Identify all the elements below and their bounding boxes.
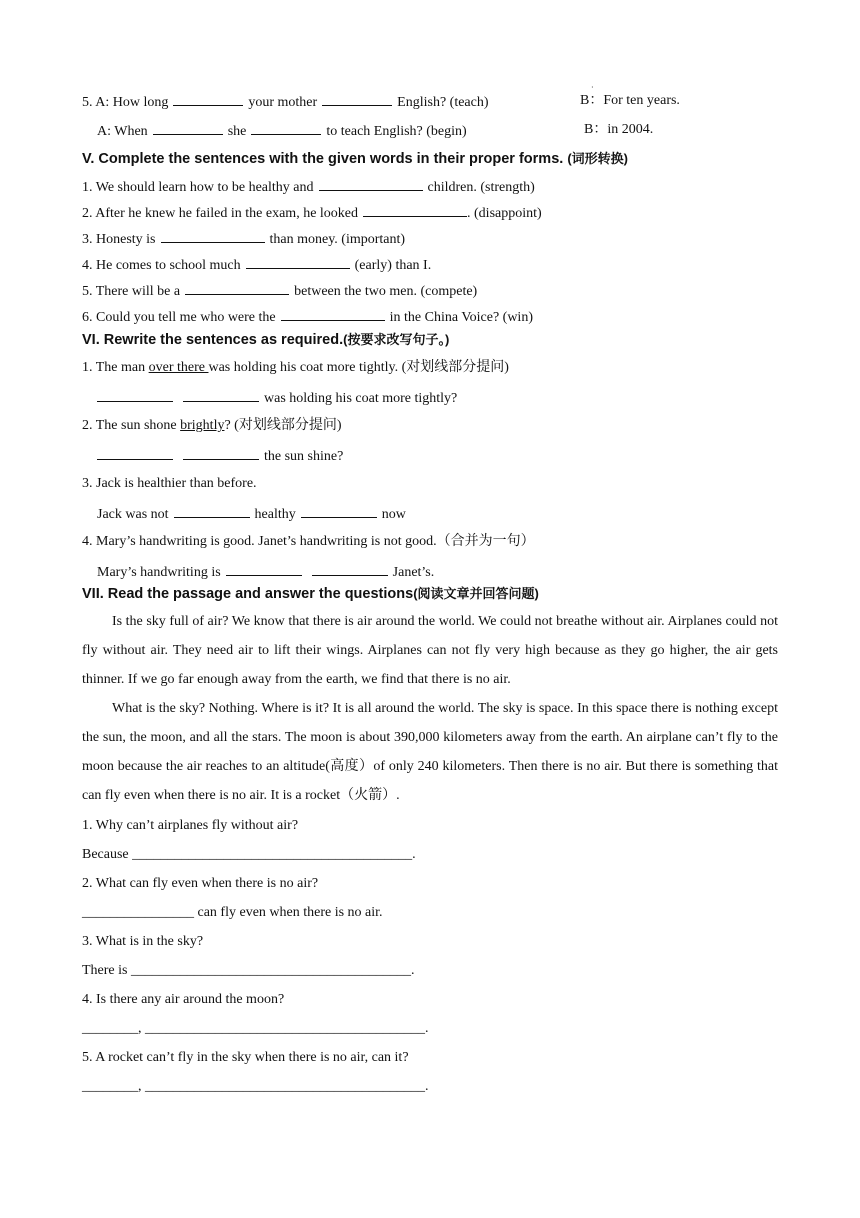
answer-blank[interactable] — [322, 92, 392, 106]
s6-q4: 4. Mary’s handwriting is good. Janet’s handwriting is not good.（合并为一句） — [82, 534, 535, 549]
s5-item-4-post: (early) than I. — [354, 258, 432, 273]
dialogue-1-end: English? (teach) — [397, 95, 489, 110]
reading-a4[interactable]: ________, ________________________________________. — [82, 1021, 429, 1036]
section-7-title — [82, 585, 539, 603]
s6-q1-underlined: over there — [148, 360, 209, 375]
section-6-title — [82, 331, 449, 349]
s5-item-6 — [82, 307, 533, 327]
dialogue-line-1 — [82, 92, 489, 112]
s5-item-2 — [82, 203, 542, 223]
answer-blank[interactable] — [312, 562, 388, 576]
answer-blank[interactable] — [174, 504, 250, 518]
s6-q2-pre: 2. The sun shone — [82, 418, 181, 433]
s5-item-2-pre: 2. After he knew he failed in the exam, he looked — [82, 206, 359, 221]
answer-blank[interactable] — [161, 229, 265, 243]
reading-q1: 1. Why can’t airplanes fly without air? — [82, 818, 299, 833]
s6-q2-underlined: brightly — [180, 418, 225, 433]
dialogue-2-b: B：in 2004. — [584, 122, 654, 137]
s5-item-2-post: . (disappoint) — [467, 206, 542, 221]
answer-blank[interactable] — [97, 388, 173, 402]
passage-paragraph-2: What is the sky? Nothing. Where is it? It is all around the world. The sky is space. In this space there is nothing except the sun, the moon, and all the stars. The moon is about 390,000 kilometers away from the earth. An airplane can’t fly to the moon because the air reaches to an altitude(高度）of only 240 kilometers. Then there is no air. But there is something that can fly even when there is no air. It is a rocket（火箭）. — [82, 701, 778, 803]
passage-paragraph-1: Is the sky full of air? We know that there is air around the world. We could not breathe without air. Airplanes could not fly without air. They need air to lift their wings. Airplanes can not fly very high because as they go higher, the air gets thinner. If we go far enough away from the earth, we find that there is no air. — [82, 614, 778, 687]
answer-blank[interactable] — [246, 255, 350, 269]
s5-item-4 — [82, 255, 431, 275]
answer-blank[interactable] — [251, 121, 321, 135]
s5-item-5 — [82, 281, 477, 301]
dialogue-1-b: B：For ten years. — [580, 93, 680, 108]
dialogue-line-2 — [97, 121, 467, 141]
section-7-title-en: VII. Read the passage and answer the questions — [82, 586, 414, 602]
answer-blank[interactable] — [185, 281, 289, 295]
s5-item-3-post: than money. (important) — [269, 232, 406, 247]
s6-q4-answer — [97, 562, 434, 582]
s6-q2-post: ? (对划线部分提问) — [224, 418, 342, 433]
s6-q3-answer — [97, 504, 406, 524]
dialogue-2-mid: she — [227, 124, 247, 139]
s5-item-5-post: between the two men. (compete) — [294, 284, 478, 299]
s6-q4-a2: Janet’s. — [392, 565, 435, 580]
dialogue-1-mid: your mother — [248, 95, 318, 110]
s6-q1-pre: 1. The man — [82, 360, 149, 375]
s6-q2 — [82, 417, 342, 435]
s6-q3: 3. Jack is healthier than before. — [82, 476, 257, 491]
section-6-title-zh: (按要求改写句子。) — [343, 332, 450, 347]
reading-q4: 4. Is there any air around the moon? — [82, 992, 285, 1007]
reading-a1[interactable]: Because ________________________________________. — [82, 847, 416, 862]
section-7-title-zh: (阅读文章并回答问题) — [413, 586, 539, 601]
s5-item-3-pre: 3. Honesty is — [82, 232, 156, 247]
answer-blank[interactable] — [319, 177, 423, 191]
s5-item-5-pre: 5. There will be a — [82, 284, 181, 299]
s6-q2-answer-post: the sun shine? — [264, 449, 344, 464]
s5-item-6-post: in the China Voice? (win) — [389, 310, 533, 325]
answer-blank[interactable] — [363, 203, 467, 217]
s6-q1-answer-post: was holding his coat more tightly? — [264, 391, 458, 406]
s6-q4-a1: Mary’s handwriting is — [97, 565, 221, 580]
s6-q3-a2: healthy — [254, 507, 296, 522]
answer-blank[interactable] — [183, 388, 259, 402]
reading-passage — [82, 607, 778, 810]
stray-dot: · — [591, 83, 594, 92]
answer-blank[interactable] — [183, 446, 259, 460]
section-5-title — [82, 150, 628, 168]
s6-q1-answer — [97, 388, 457, 408]
answer-blank[interactable] — [226, 562, 302, 576]
answer-blank[interactable] — [97, 446, 173, 460]
reading-a2[interactable]: ________________ can fly even when there is no air. — [82, 905, 383, 920]
answer-blank[interactable] — [281, 307, 385, 321]
section-5-title-en: V. Complete the sentences with the given words in their proper forms. — [82, 151, 564, 167]
reading-a3[interactable]: There is ________________________________________. — [82, 963, 415, 978]
s5-item-1-pre: 1. We should learn how to be healthy and — [82, 180, 314, 195]
s5-item-6-pre: 6. Could you tell me who were the — [82, 310, 276, 325]
dialogue-2-a: A: When — [97, 124, 148, 139]
reading-q3: 3. What is in the sky? — [82, 934, 204, 949]
answer-blank[interactable] — [173, 92, 243, 106]
dialogue-1-a: 5. A: How long — [82, 95, 169, 110]
reading-q2: 2. What can fly even when there is no air? — [82, 876, 319, 891]
s6-q1-post: was holding his coat more tightly. (对划线部分提问) — [208, 360, 509, 375]
s5-item-4-pre: 4. He comes to school much — [82, 258, 241, 273]
dialogue-2-end: to teach English? (begin) — [326, 124, 467, 139]
s6-q3-a1: Jack was not — [97, 507, 169, 522]
s5-item-1 — [82, 177, 535, 197]
section-6-title-en: VI. Rewrite the sentences as required. — [82, 332, 344, 348]
s6-q3-a3: now — [381, 507, 406, 522]
s6-q2-answer — [97, 446, 343, 466]
reading-q5: 5. A rocket can’t fly in the sky when there is no air, can it? — [82, 1050, 409, 1065]
answer-blank[interactable] — [301, 504, 377, 518]
section-5-title-zh: (词形转换) — [567, 151, 628, 166]
reading-a5[interactable]: ________, ________________________________________. — [82, 1079, 429, 1094]
answer-blank[interactable] — [153, 121, 223, 135]
s6-q1 — [82, 359, 509, 377]
s5-item-1-post: children. (strength) — [427, 180, 535, 195]
s5-item-3 — [82, 229, 405, 249]
